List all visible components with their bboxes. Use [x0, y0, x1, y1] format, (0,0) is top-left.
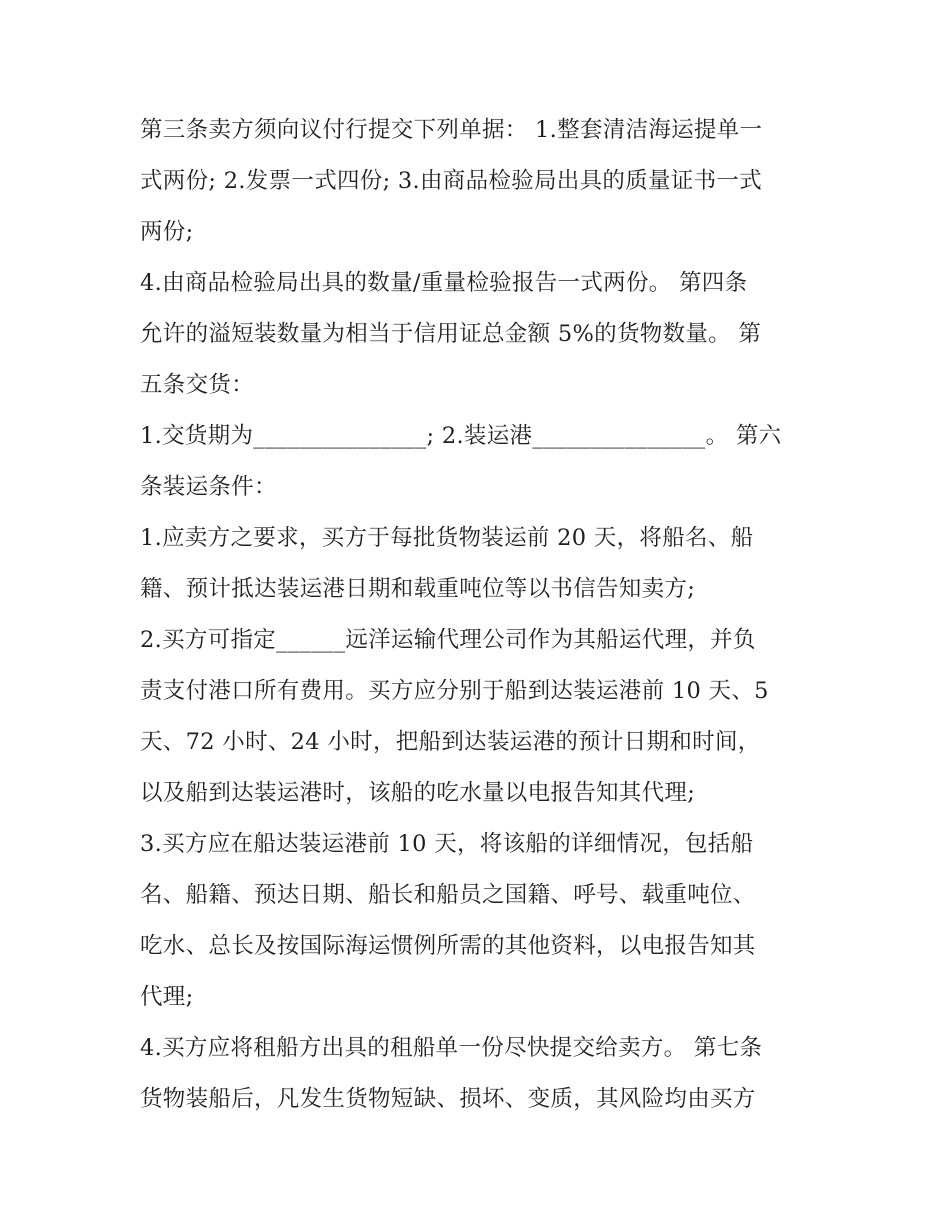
text-line-19: 4.买方应将租船方出具的租船单一份尽快提交给卖方。 第七条 [140, 1035, 763, 1061]
text-line-6: 五条交货： [140, 372, 255, 398]
text-line-16: 名、船籍、预达日期、船长和船员之国籍、呼号、载重吨位、 [140, 882, 756, 908]
text-line-5: 允许的溢短装数量为相当于信用证总金额 5%的货物数量。 第 [140, 321, 762, 347]
text-line-15: 3.买方应在船达装运港前 10 天，将该船的详细情况，包括船 [140, 831, 754, 857]
text-line-20: 货物装船后，凡发生货物短缺、损坏、变质，其风险均由买方 [140, 1086, 756, 1112]
text-line-3: 两份; [140, 219, 194, 245]
text-line-8: 条装运条件： [140, 474, 277, 500]
text-line-7: 1.交货期为_______________; 2.装运港_______________。 第六 [140, 423, 782, 449]
text-line-11: 2.买方可指定______远洋运输代理公司作为其船运代理，并负 [140, 627, 756, 653]
text-line-14: 以及船到达装运港时，该船的吃水量以电报告知其代理; [140, 780, 696, 806]
text-line-4: 4.由商品检验局出具的数量/重量检验报告一式两份。 第四条 [140, 270, 748, 296]
text-line-12: 责支付港口所有费用。买方应分别于船到达装运港前 10 天、5 [140, 678, 769, 704]
text-line-17: 吃水、总长及按国际海运惯例所需的其他资料，以电报告知其 [140, 933, 756, 959]
text-line-10: 籍、预计抵达装运港日期和载重吨位等以书信告知卖方; [140, 576, 696, 602]
text-line-9: 1.应卖方之要求，买方于每批货物装运前 20 天，将船名、船 [140, 525, 754, 551]
text-line-18: 代理; [140, 984, 194, 1010]
text-line-13: 天、72 小时、24 小时，把船到达装运港的预计日期和时间， [140, 729, 761, 755]
text-line-1: 第三条卖方须向议付行提交下列单据： 1.整套清洁海运提单一 [140, 117, 763, 143]
document-body [140, 105, 820, 1125]
text-line-2: 式两份; 2.发票一式四份; 3.由商品检验局出具的质量证书一式 [140, 168, 763, 194]
